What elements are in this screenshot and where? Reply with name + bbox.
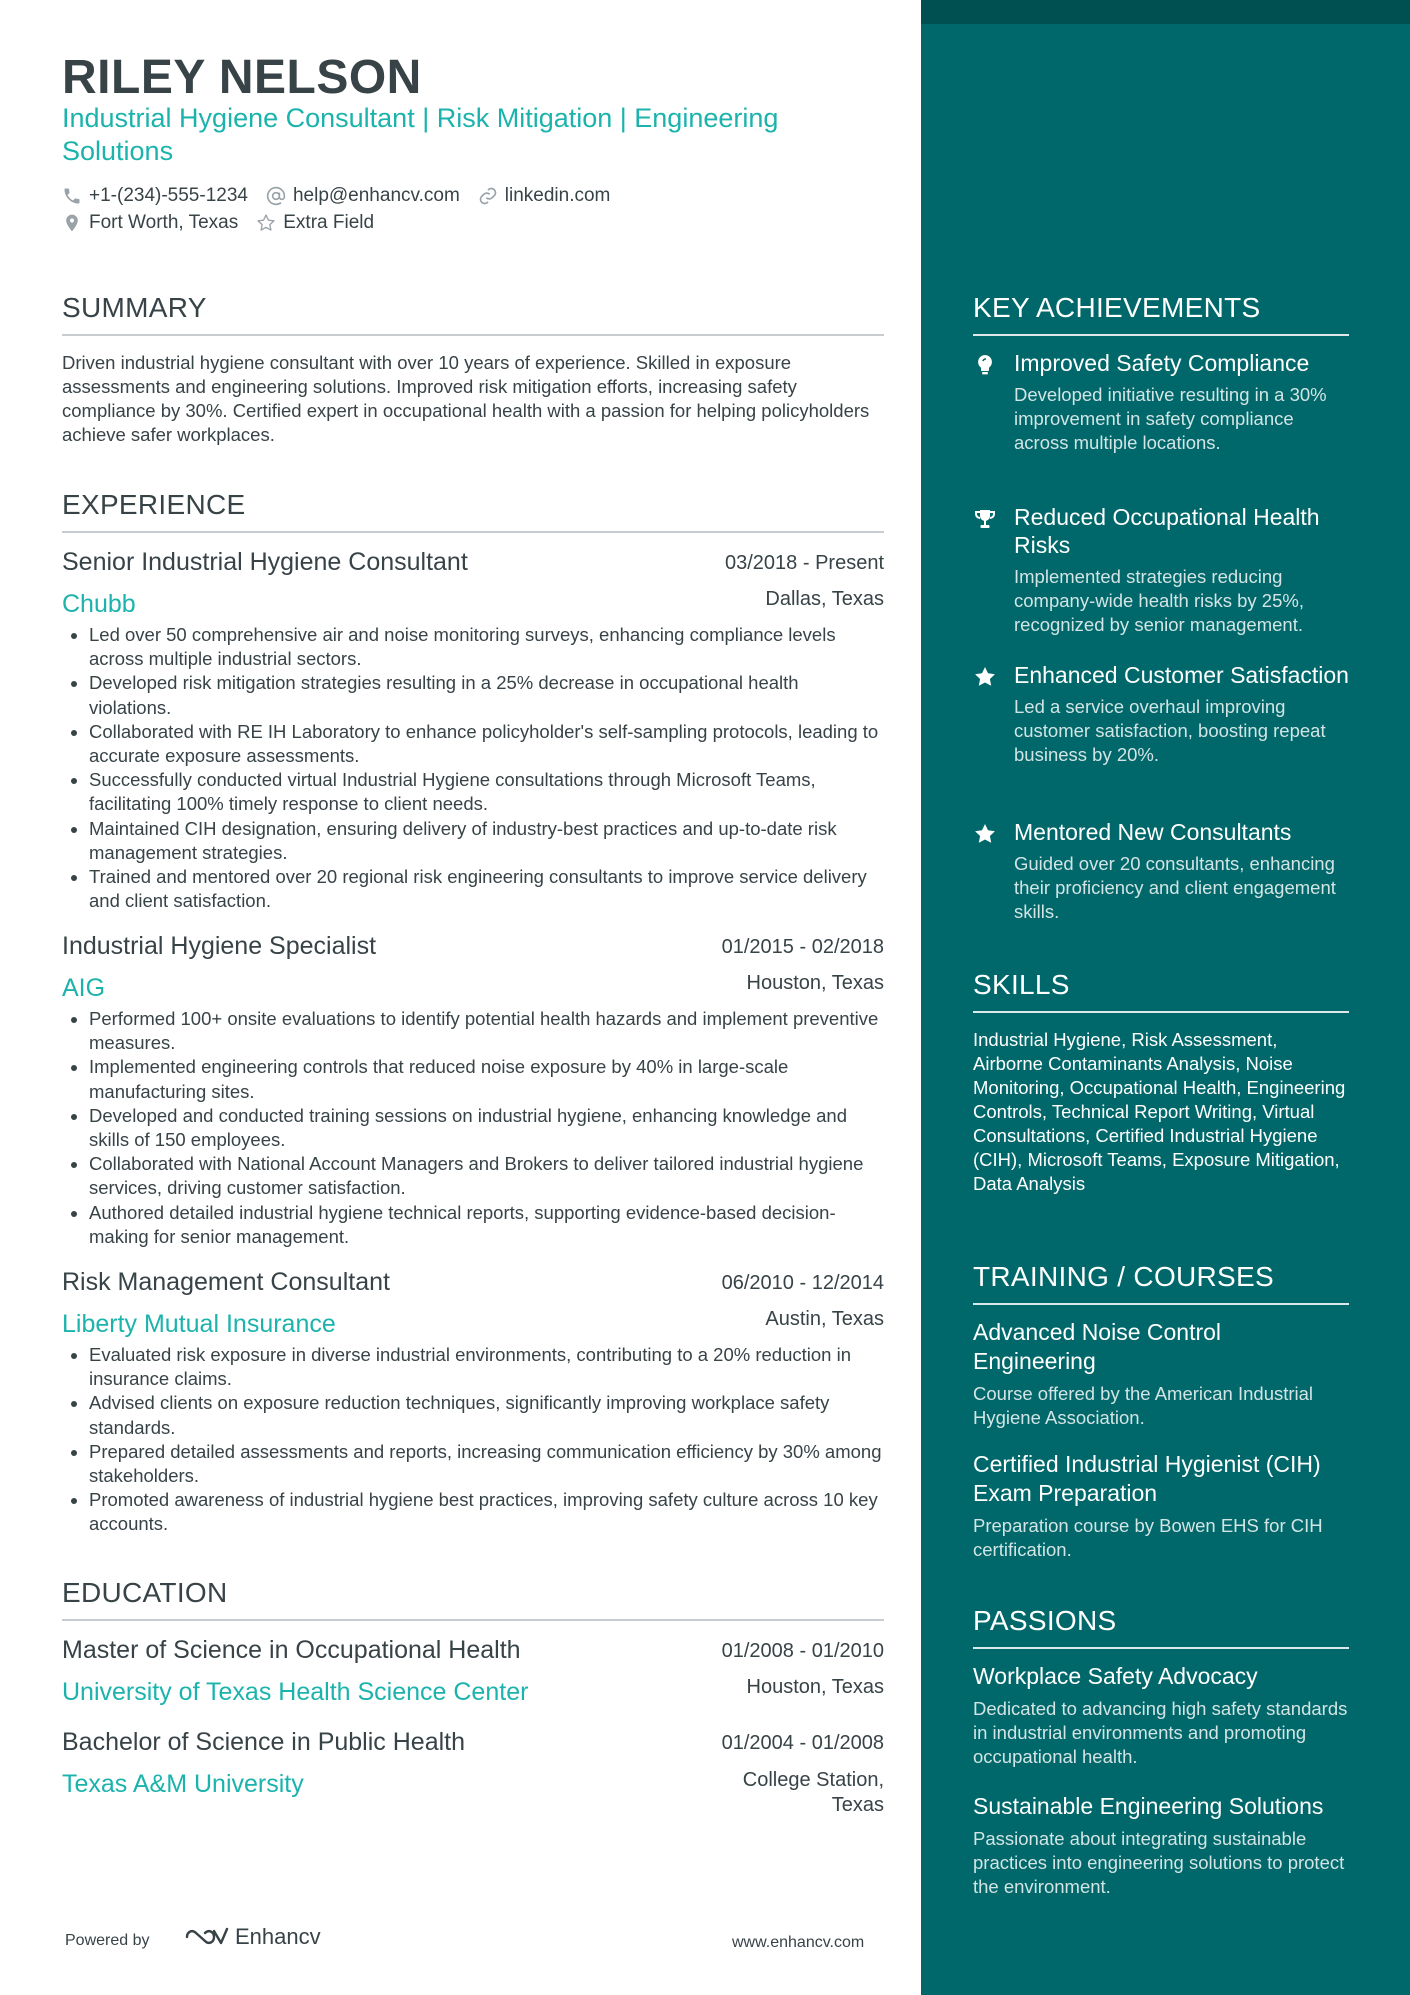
achievement-description: Led a service overhaul improving customer satisfaction, boosting repeat business by 20%. xyxy=(1014,696,1326,765)
job-bullet: • Performed 100+ onsite evaluations to identify potential health hazards and implement preventive measures. xyxy=(89,1007,884,1055)
degree-name: Master of Science in Occupational Health xyxy=(62,1636,521,1664)
passion-title: Sustainable Engineering Solutions xyxy=(973,1793,1324,1819)
job-bullet: • Developed risk mitigation strategies resulting in a 25% decrease in occupational health violations. xyxy=(89,671,884,719)
passion-description: Dedicated to advancing high safety standards in industrial environments and promoting occupational health. xyxy=(973,1698,1348,1767)
summary-text: Driven industrial hygiene consultant with over 10 years of experience. Skilled in exposure assessments and engineering solutions. Improved risk mitigation efforts, increasing safety compliance by 30%. Certified expert in occupational health with a passion for helping policyholders achieve safer workplaces. xyxy=(62,352,870,445)
course-description: Course offered by the American Industrial Hygiene Association. xyxy=(973,1383,1314,1428)
job-bullet: • Prepared detailed assessments and reports, increasing communication efficiency by 30% among stakeholders. xyxy=(89,1440,884,1488)
degree-name: Bachelor of Science in Public Health xyxy=(62,1728,466,1756)
job-bullets xyxy=(62,1007,884,1249)
candidate-name: RILEY NELSON xyxy=(62,51,422,104)
star-icon xyxy=(973,822,997,846)
job-bullets xyxy=(62,1343,884,1537)
contact-linkedin[interactable] xyxy=(478,185,611,207)
job-bullet: • Advised clients on exposure reduction techniques, significantly improving workplace safety standards. xyxy=(89,1391,884,1439)
job-bullet: • Collaborated with National Account Managers and Brokers to deliver tailored industrial hygiene services, driving customer satisfaction. xyxy=(89,1152,884,1200)
experience-entry xyxy=(62,932,884,1249)
passion-title: Workplace Safety Advocacy xyxy=(973,1663,1258,1689)
job-bullet: • Collaborated with RE IH Laboratory to enhance policyholder's self-sampling protocols, leading to accurate exposure assessments. xyxy=(89,720,884,768)
map-pin-icon xyxy=(62,213,82,233)
job-bullet: • Authored detailed industrial hygiene technical reports, supporting evidence-based decision-making for senior management. xyxy=(89,1201,884,1249)
lightbulb-icon xyxy=(973,353,997,377)
summary-heading: SUMMARY xyxy=(62,292,884,336)
experience-entry xyxy=(62,1268,884,1537)
trophy-icon xyxy=(973,507,997,531)
job-location: Houston, Texas xyxy=(746,972,884,994)
achievement-item xyxy=(973,818,1349,924)
job-location: Dallas, Texas xyxy=(765,588,884,610)
experience-entry xyxy=(62,548,884,913)
contact-row xyxy=(62,212,392,234)
company-name: Liberty Mutual Insurance xyxy=(62,1310,336,1338)
job-bullet: • Developed and conducted training sessions on industrial hygiene, enhancing knowledge and skills of 150 employees. xyxy=(89,1104,884,1152)
course-item xyxy=(973,1318,1349,1430)
sidebar xyxy=(921,0,1410,1995)
job-bullet: • Promoted awareness of industrial hygiene best practices, improving safety culture across 10 key accounts. xyxy=(89,1488,884,1536)
passion-description: Passionate about integrating sustainable practices into engineering solutions to protect the environment. xyxy=(973,1828,1345,1897)
footer-url-link[interactable]: www.enhancv.com xyxy=(732,1934,865,1951)
achievement-item xyxy=(973,503,1349,637)
company-name: AIG xyxy=(62,974,106,1002)
achievement-title: Improved Safety Compliance xyxy=(1014,350,1310,376)
passion-item xyxy=(973,1792,1349,1899)
enhancv-logo[interactable] xyxy=(183,1924,321,1950)
job-title: Risk Management Consultant xyxy=(62,1268,390,1296)
job-bullet: • Successfully conducted virtual Industrial Hygiene consultations through Microsoft Teams, facilitating 100% timely response to client needs. xyxy=(89,768,884,816)
course-title: Certified Industrial Hygienist (CIH) Exam Preparation xyxy=(973,1451,1321,1506)
school-name: Texas A&M University xyxy=(62,1770,304,1798)
job-bullet: • Evaluated risk exposure in diverse industrial environments, contributing to a 20% reduction in insurance claims. xyxy=(89,1343,884,1391)
course-description: Preparation course by Bowen EHS for CIH certification. xyxy=(973,1515,1323,1560)
contact-phone[interactable] xyxy=(62,185,248,207)
job-bullet: • Maintained CIH designation, ensuring delivery of industry-best practices and up-to-date risk management strategies. xyxy=(89,817,884,865)
training-heading: TRAINING / COURSES xyxy=(973,1261,1349,1305)
enhancv-logo-icon xyxy=(183,1925,229,1949)
education-location: College Station, Texas xyxy=(742,1769,884,1816)
passions-heading: PASSIONS xyxy=(973,1605,1349,1649)
job-title: Industrial Hygiene Specialist xyxy=(62,932,377,960)
job-bullets xyxy=(62,623,884,913)
course-item xyxy=(973,1450,1349,1562)
at-sign-icon xyxy=(266,186,286,206)
achievement-description: Developed initiative resulting in a 30% improvement in safety compliance across multiple locations. xyxy=(1014,384,1327,453)
linkedin-text: linkedin.com xyxy=(504,185,611,206)
passion-item xyxy=(973,1662,1349,1769)
powered-by-label: Powered by xyxy=(65,1932,150,1949)
job-bullet: • Trained and mentored over 20 regional risk engineering consultants to improve service delivery and client satisfaction. xyxy=(89,865,884,913)
contact-email[interactable] xyxy=(266,185,460,207)
education-dates: 01/2008 - 01/2010 xyxy=(721,1640,884,1662)
location-text: Fort Worth, Texas xyxy=(89,212,239,233)
job-title: Senior Industrial Hygiene Consultant xyxy=(62,548,468,576)
link-icon xyxy=(478,186,498,206)
enhancv-brand-text: Enhancv xyxy=(235,1924,321,1949)
company-name: Chubb xyxy=(62,590,136,618)
job-bullet: • Led over 50 comprehensive air and noise monitoring surveys, enhancing compliance levels across multiple industrial sectors. xyxy=(89,623,884,671)
experience-heading: EXPERIENCE xyxy=(62,489,884,533)
achievement-title: Mentored New Consultants xyxy=(1014,819,1292,845)
extra-field-text: Extra Field xyxy=(283,212,375,233)
key-achievements-heading: KEY ACHIEVEMENTS xyxy=(973,292,1349,336)
contact-extra xyxy=(256,212,374,234)
education-heading: EDUCATION xyxy=(62,1577,884,1621)
achievement-description: Implemented strategies reducing company-wide health risks by 25%, recognized by senior management. xyxy=(1014,566,1304,635)
phone-text: +1-(234)-555-1234 xyxy=(89,185,248,206)
candidate-headline: Industrial Hygiene Consultant | Risk Mitigation | Engineering Solutions xyxy=(62,103,779,166)
job-bullet: • Implemented engineering controls that reduced noise exposure by 40% in large-scale manufacturing sites. xyxy=(89,1055,884,1103)
achievement-description: Guided over 20 consultants, enhancing their proficiency and client engagement skills. xyxy=(1014,853,1336,922)
email-text: help@enhancv.com xyxy=(292,185,460,206)
skills-list: Industrial Hygiene, Risk Assessment, Airborne Contaminants Analysis, Noise Monitoring, Occupational Health, Engineering Controls, Technical Report Writing, Virtual Consultations, Certified Industrial Hygiene (CIH), Microsoft Teams, Exposure Mitigation, Data Analysis xyxy=(973,1029,1346,1194)
course-title: Advanced Noise Control Engineering xyxy=(973,1319,1222,1374)
job-location: Austin, Texas xyxy=(765,1308,884,1330)
education-dates: 01/2004 - 01/2008 xyxy=(721,1732,884,1754)
skills-heading: SKILLS xyxy=(973,969,1349,1013)
phone-icon xyxy=(62,186,82,206)
achievement-item xyxy=(973,349,1349,455)
achievement-title: Enhanced Customer Satisfaction xyxy=(1014,662,1349,688)
contact-location xyxy=(62,212,238,234)
sidebar-top-band xyxy=(921,0,1410,24)
education-entry xyxy=(62,1636,884,1707)
school-name: University of Texas Health Science Center xyxy=(62,1678,529,1706)
star-outline-icon xyxy=(256,213,276,233)
job-dates: 06/2010 - 12/2014 xyxy=(721,1272,884,1294)
job-dates: 03/2018 - Present xyxy=(725,552,884,574)
job-dates: 01/2015 - 02/2018 xyxy=(721,936,884,958)
achievement-title: Reduced Occupational Health Risks xyxy=(1014,504,1320,558)
achievement-item xyxy=(973,661,1349,767)
contact-row xyxy=(62,185,628,207)
star-icon xyxy=(973,665,997,689)
education-entry xyxy=(62,1728,884,1816)
education-location: Houston, Texas xyxy=(746,1676,884,1698)
